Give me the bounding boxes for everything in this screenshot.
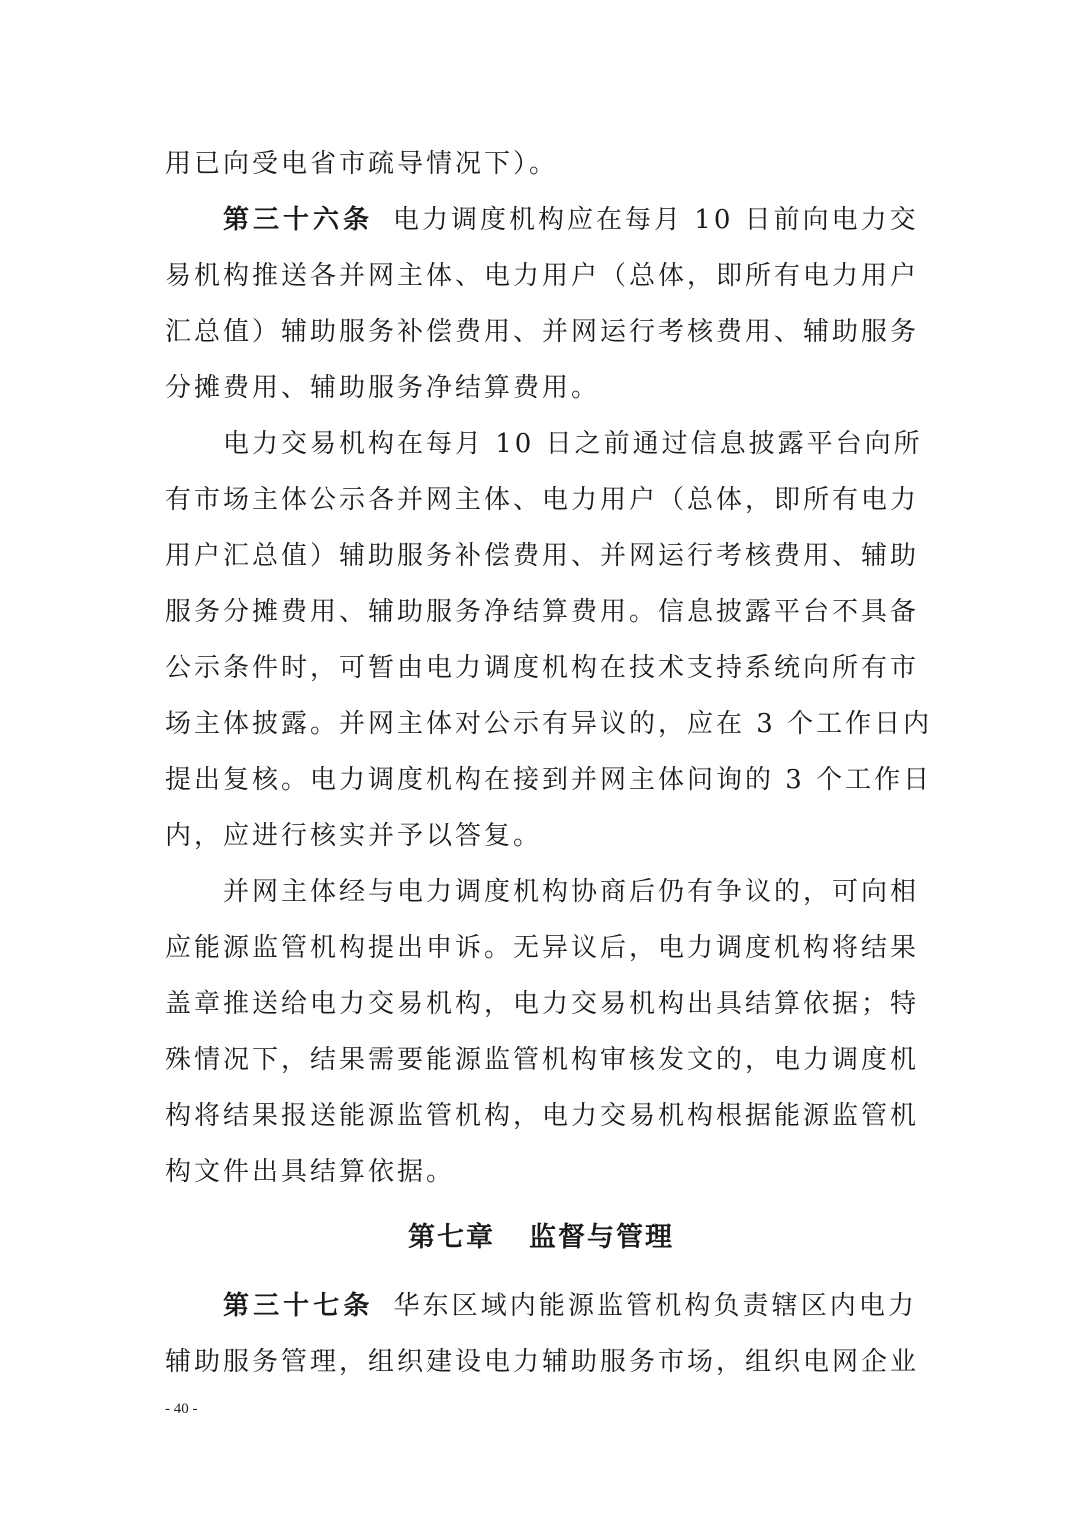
page-number: - 40 - [165, 1401, 198, 1417]
text-line: 用户汇总值）辅助服务补偿费用、并网运行考核费用、辅助 [165, 541, 920, 571]
text-line: 构文件出具结算依据。 [165, 1157, 456, 1187]
text-line: 有市场主体公示各并网主体、电力用户（总体，即所有电力 [165, 485, 920, 515]
text-line: 用已向受电省市疏导情况下）。 [165, 149, 559, 179]
text-line: 汇总值）辅助服务补偿费用、并网运行考核费用、辅助服务 [165, 317, 920, 347]
text-line: 构将结果报送能源监管机构，电力交易机构根据能源监管机 [165, 1101, 920, 1131]
chapter-heading [165, 1210, 917, 1266]
text-line: 服务分摊费用、辅助服务净结算费用。信息披露平台不具备 [165, 597, 920, 627]
text-line: 殊情况下，结果需要能源监管机构审核发文的，电力调度机 [165, 1045, 920, 1075]
text-line: 并网主体经与电力调度机构协商后仍有争议的，可向相 [223, 877, 920, 907]
text-line: 应能源监管机构提出申诉。无异议后，电力调度机构将结果 [165, 933, 920, 963]
text-line: 场主体披露。并网主体对公示有异议的，应在 3 个工作日内 [165, 709, 933, 739]
chapter-number: 第七章 [408, 1222, 495, 1253]
chapter-title: 监督与管理 [529, 1222, 674, 1253]
text-line: 电力调度机构应在每月 10 日前向电力交 [393, 205, 919, 235]
article-37-label: 第三十七条 [223, 1291, 374, 1321]
article-36-label: 第三十六条 [223, 205, 374, 235]
text-line: 易机构推送各并网主体、电力用户（总体，即所有电力用户 [165, 261, 920, 291]
text-line: 辅助服务管理，组织建设电力辅助服务市场，组织电网企业 [165, 1347, 920, 1377]
text-line: 盖章推送给电力交易机构，电力交易机构出具结算依据；特 [165, 989, 920, 1019]
text-line: 内，应进行核实并予以答复。 [165, 821, 543, 851]
document-body [165, 136, 933, 1390]
article-37-first-line [165, 1278, 917, 1334]
text-line: 分摊费用、辅助服务净结算费用。 [165, 373, 601, 403]
text-line: 公示条件时，可暂由电力调度机构在技术支持系统向所有市 [165, 653, 920, 683]
text-line: 华东区域内能源监管机构负责辖区内电力 [393, 1291, 917, 1321]
text-line: 电力交易机构在每月 10 日之前通过信息披露平台向所 [223, 429, 923, 459]
article-36-first-line [165, 192, 917, 248]
text-line: 提出复核。电力调度机构在接到并网主体问询的 3 个工作日 [165, 765, 933, 795]
